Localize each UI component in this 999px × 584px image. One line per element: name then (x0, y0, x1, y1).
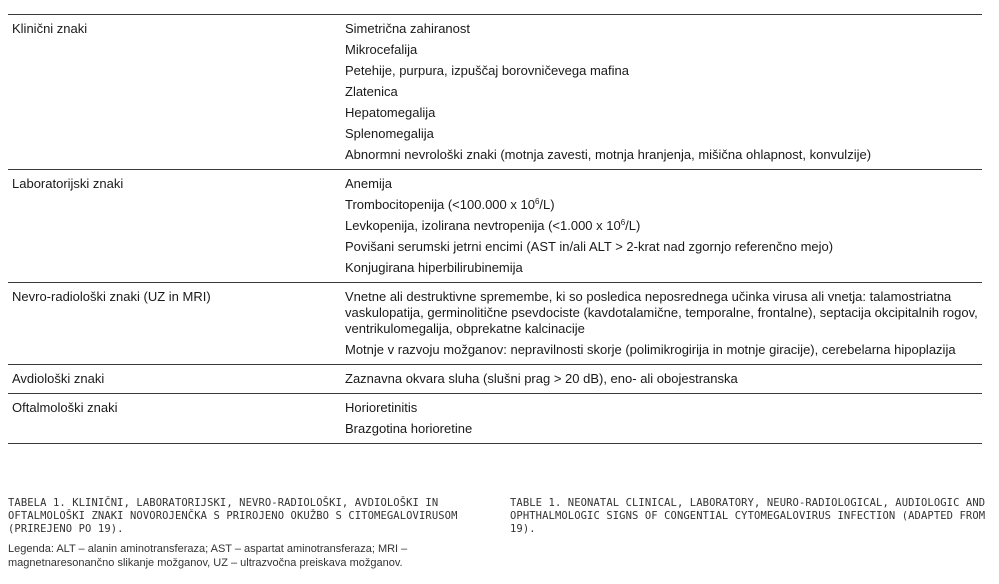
list-item: Anemija (345, 176, 392, 191)
list-item: Povišani serumski jetrni encimi (AST in/ali ALT > 2-krat nad zgornjo referenčno mejo) (345, 239, 834, 254)
list-item: Abnormni nevrološki znaki (motnja zavesti, motnja hranjenja, mišična ohlapnost, konvulzije) (345, 147, 872, 162)
table-row-audiological (8, 364, 982, 393)
category-label: Klinični znaki (12, 21, 88, 36)
item-list (345, 365, 982, 393)
list-item: Petehije, purpura, izpuščaj borovničevega mafina (345, 63, 630, 78)
list-item: Splenomegalija (345, 126, 434, 141)
table-row-ophthalmological (8, 393, 982, 444)
list-item: Levkopenija, izolirana nevtropenija (<1.000 x $10^6/L$) (345, 218, 641, 233)
list-item: Vnetne ali destruktivne spremembe, ki so posledica neposrednega učinka virusa ali vnetja: talamostriatna vaskulopatija, germinolitične psevdociste (kavdotalamične, temporalne, frontalne), septacija okcipitalnih rogov, ventrikulomegalija, obprekatne kalcinacije (345, 289, 978, 336)
signs-table (8, 14, 982, 444)
list-item: Trombocitopenija (<100.000 x $10^6/L$) (345, 197, 555, 212)
list-item: Motnje v razvoju možganov: nepravilnosti skorje (polimikrogirija in motnje giracije), cerebelarna hipoplazija (345, 342, 956, 357)
list-item: Zaznavna okvara sluha (slušni prag > 20 dB), eno- ali obojestranska (345, 371, 738, 386)
table-row-neuroradiological (8, 282, 982, 364)
table-row-clinical (8, 14, 982, 169)
item-list (345, 394, 982, 443)
list-item: Horioretinitis (345, 400, 418, 415)
caption-slovene-block (8, 497, 488, 570)
list-item: Simetrična zahiranost (345, 21, 470, 36)
table-caption-english: TABLE 1. NEONATAL CLINICAL, LABORATORY, NEURO-RADIOLOGICAL, AUDIOLOGIC AND OPHTHALMOLOGIC SIGNS OF CONGENTIAL CYTOMEGALOVIRUS INFECTION (ADAPTED FROM 19). (510, 497, 986, 535)
item-list (345, 15, 982, 169)
item-list (345, 283, 982, 364)
list-item: Mikrocefalija (345, 42, 418, 57)
item-list (345, 170, 982, 282)
list-item: Zlatenica (345, 84, 398, 99)
table-row-laboratory (8, 169, 982, 282)
list-item: Konjugirana hiperbilirubinemija (345, 260, 523, 275)
caption-english-block (510, 497, 988, 536)
category-label: Oftalmološki znaki (12, 400, 118, 415)
table-caption-slovene: TABELA 1. KLINIČNI, LABORATORIJSKI, NEVRO-RADIOLOŠKI, AVDIOLOŠKI IN OFTALMOLOŠKI ZNAKI NOVOROJENČKA S PRIROJENO OKUŽBO S CITOMEGALOVIRUSOM (PRIREJENO PO 19). (8, 497, 458, 535)
table-legend: Legenda: ALT – alanin aminotransferaza; AST – aspartat aminotransferaza; MRI – magnetnaresonančno slikanje možganov, UZ – ultrazvočna preiskava možganov. (8, 543, 408, 569)
category-label: Avdiološki znaki (12, 371, 105, 386)
list-item: Brazgotina horioretine (345, 421, 473, 436)
list-item: Hepatomegalija (345, 105, 436, 120)
category-label: Laboratorijski znaki (12, 176, 124, 191)
category-label: Nevro-radiološki znaki (UZ in MRI) (12, 289, 211, 304)
